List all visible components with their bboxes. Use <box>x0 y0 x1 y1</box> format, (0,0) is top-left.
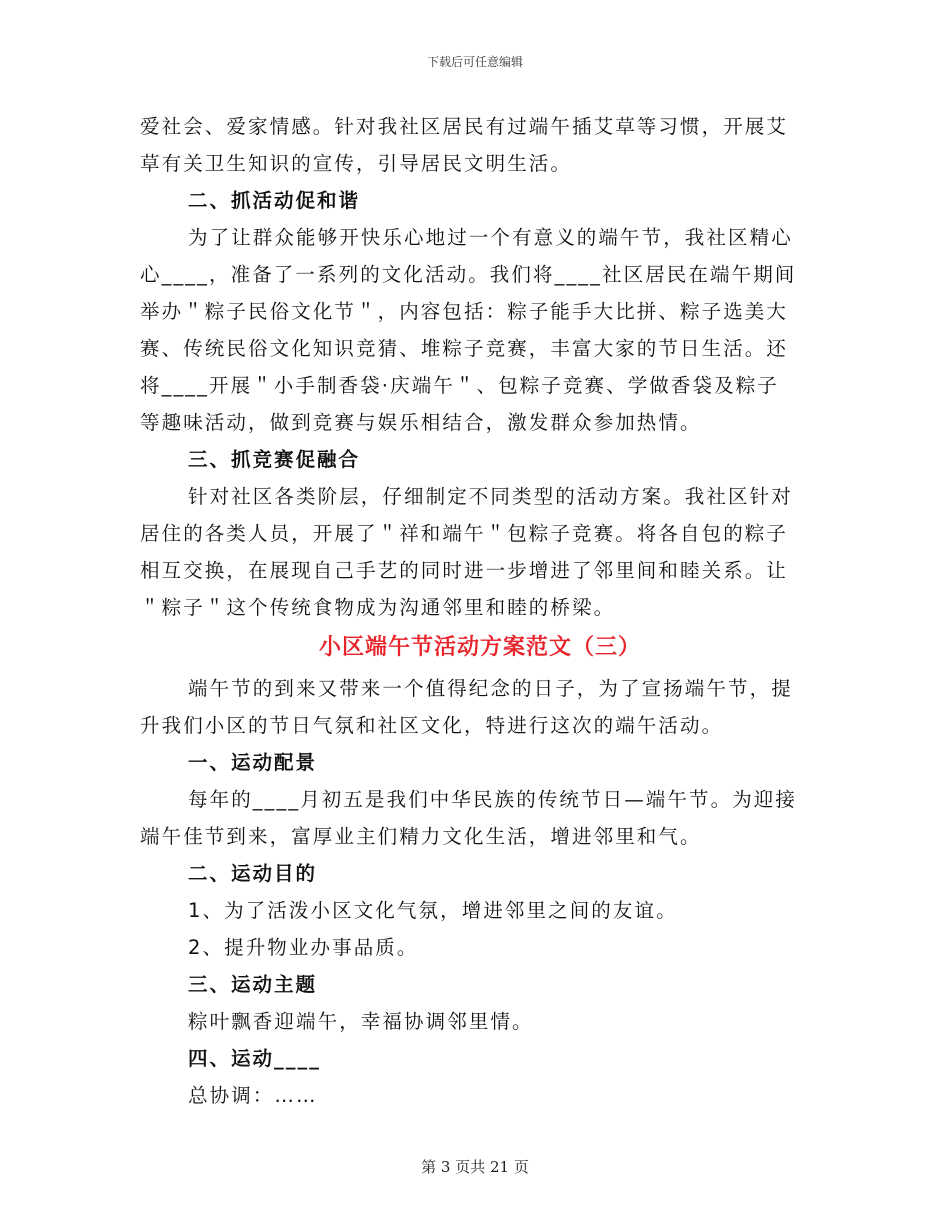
page-footer: 第 3 页共 21 页 <box>421 1158 529 1176</box>
section-heading: 三、运动主题 <box>188 973 318 996</box>
paragraph-line: 每年的____月初五是我们中华民族的传统节日—端午节。为迎接 <box>188 788 798 811</box>
paragraph-line: ＂粽子＂这个传统食物成为沟通邻里和睦的桥梁。 <box>140 596 616 619</box>
paragraph-line: 举办＂粽子民俗文化节＂，内容包括：粽子能手大比拼、粽子选美大 <box>140 300 789 323</box>
paragraph-line: 居住的各类人员，开展了＂祥和端午＂包粽子竞赛。将各自包的粽子 <box>140 522 789 545</box>
paragraph-line: 等趣味活动，做到竞赛与娱乐相结合，激发群众参加热情。 <box>140 411 702 434</box>
paragraph-line: 针对社区各类阶层，仔细制定不同类型的活动方案。我社区针对 <box>188 485 793 508</box>
paragraph-line: 赛、传统民俗文化知识竞猜、堆粽子竞赛，丰富大家的节日生活。还 <box>140 337 789 360</box>
paragraph-line: 1、为了活泼小区文化气氛，增进邻里之间的友谊。 <box>188 899 678 922</box>
paragraph-line: 草有关卫生知识的宣传，引导居民文明生活。 <box>140 152 573 175</box>
paragraph-line: 端午佳节到来，富厚业主们精力文化生活，增进邻里和气。 <box>140 825 702 848</box>
section-title: 小区端午节活动方案范文（三） <box>318 635 641 660</box>
paragraph-line: 将____开展＂小手制香袋·庆端午＂、包粽子竞赛、学做香袋及粽子 <box>140 374 779 397</box>
section-heading: 二、抓活动促和谐 <box>188 189 361 212</box>
paragraph-line: 为了让群众能够开快乐心地过一个有意义的端午节，我社区精心 <box>188 226 793 249</box>
section-heading: 三、抓竞赛促融合 <box>188 448 361 471</box>
paragraph-line: 爱社会、爱家情感。针对我社区居民有过端午插艾草等习惯，开展艾 <box>140 115 789 138</box>
section-heading: 四、运动____ <box>188 1047 322 1070</box>
paragraph-line: 相互交换，在展现自己手艺的同时进一步增进了邻里间和睦关系。让 <box>140 559 789 582</box>
section-heading: 一、运动配景 <box>188 751 318 774</box>
section-heading: 二、运动目的 <box>188 862 318 885</box>
paragraph-line: 升我们小区的节日气氛和社区文化，特进行这次的端午活动。 <box>140 714 724 737</box>
paragraph-line: 2、提升物业办事品质。 <box>188 936 419 959</box>
paragraph-line: 粽叶飘香迎端午，幸福协调邻里情。 <box>188 1010 534 1033</box>
paragraph-line: 端午节的到来又带来一个值得纪念的日子，为了宣扬端午节，提 <box>188 677 793 700</box>
document-body <box>140 108 820 1114</box>
paragraph-line: 心____，准备了一系列的文化活动。我们将____社区居民在端午期间 <box>140 263 797 286</box>
paragraph-line: 总协调：…… <box>188 1084 318 1107</box>
page-header: 下载后可任意编辑 <box>426 55 523 69</box>
